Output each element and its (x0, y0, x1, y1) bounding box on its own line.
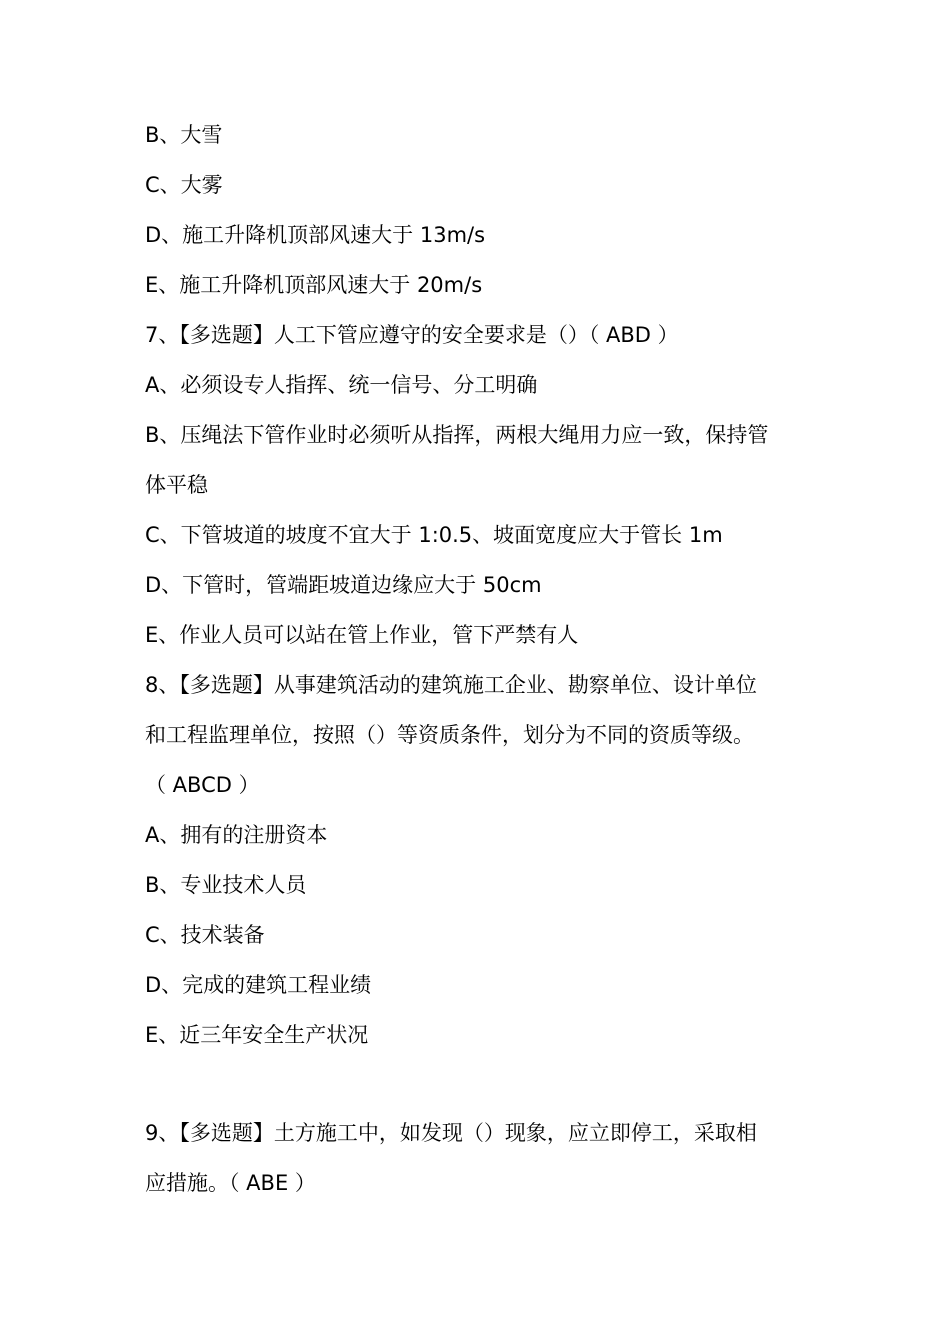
question-8-stem-line1: 8、【多选题】从事建筑活动的建筑施工企业、勘察单位、设计单位 (145, 673, 757, 697)
question-9-stem-line2: 应措施。（ ABE ） (145, 1171, 316, 1195)
q8-option-c: C、技术装备 (145, 923, 265, 947)
question-8-stem-line2: 和工程监理单位，按照（）等资质条件，划分为不同的资质等级。 (145, 723, 754, 747)
option-d-wind-13: D、施工升降机顶部风速大于 13m/s (145, 223, 486, 247)
option-e-wind-20: E、施工升降机顶部风速大于 20m/s (145, 273, 483, 297)
q8-option-e: E、近三年安全生产状况 (145, 1023, 369, 1047)
question-8-answer: （ ABCD ） (145, 773, 260, 797)
option-c-heavy-fog: C、大雾 (145, 173, 223, 197)
q7-option-d: D、下管时，管端距坡道边缘应大于 50cm (145, 573, 542, 597)
question-7-stem: 7、【多选题】人工下管应遵守的安全要求是（）（ ABD ） (145, 323, 679, 347)
q7-option-c: C、下管坡道的坡度不宜大于 1:0.5、坡面宽度应大于管长 1m (145, 523, 723, 547)
option-b-heavy-snow: B、大雪 (145, 123, 223, 147)
q7-option-b-line1: B、压绳法下管作业时必须听从指挥，两根大绳用力应一致，保持管 (145, 423, 769, 447)
q7-option-e: E、作业人员可以站在管上作业，管下严禁有人 (145, 623, 579, 647)
q8-option-d: D、完成的建筑工程业绩 (145, 973, 372, 997)
q7-option-a: A、必须设专人指挥、统一信号、分工明确 (145, 373, 538, 397)
q7-option-b-line2: 体平稳 (145, 473, 208, 497)
q8-option-a: A、拥有的注册资本 (145, 823, 328, 847)
q8-option-b: B、专业技术人员 (145, 873, 307, 897)
question-9-stem-line1: 9、【多选题】土方施工中，如发现（）现象，应立即停工，采取相 (145, 1121, 757, 1145)
